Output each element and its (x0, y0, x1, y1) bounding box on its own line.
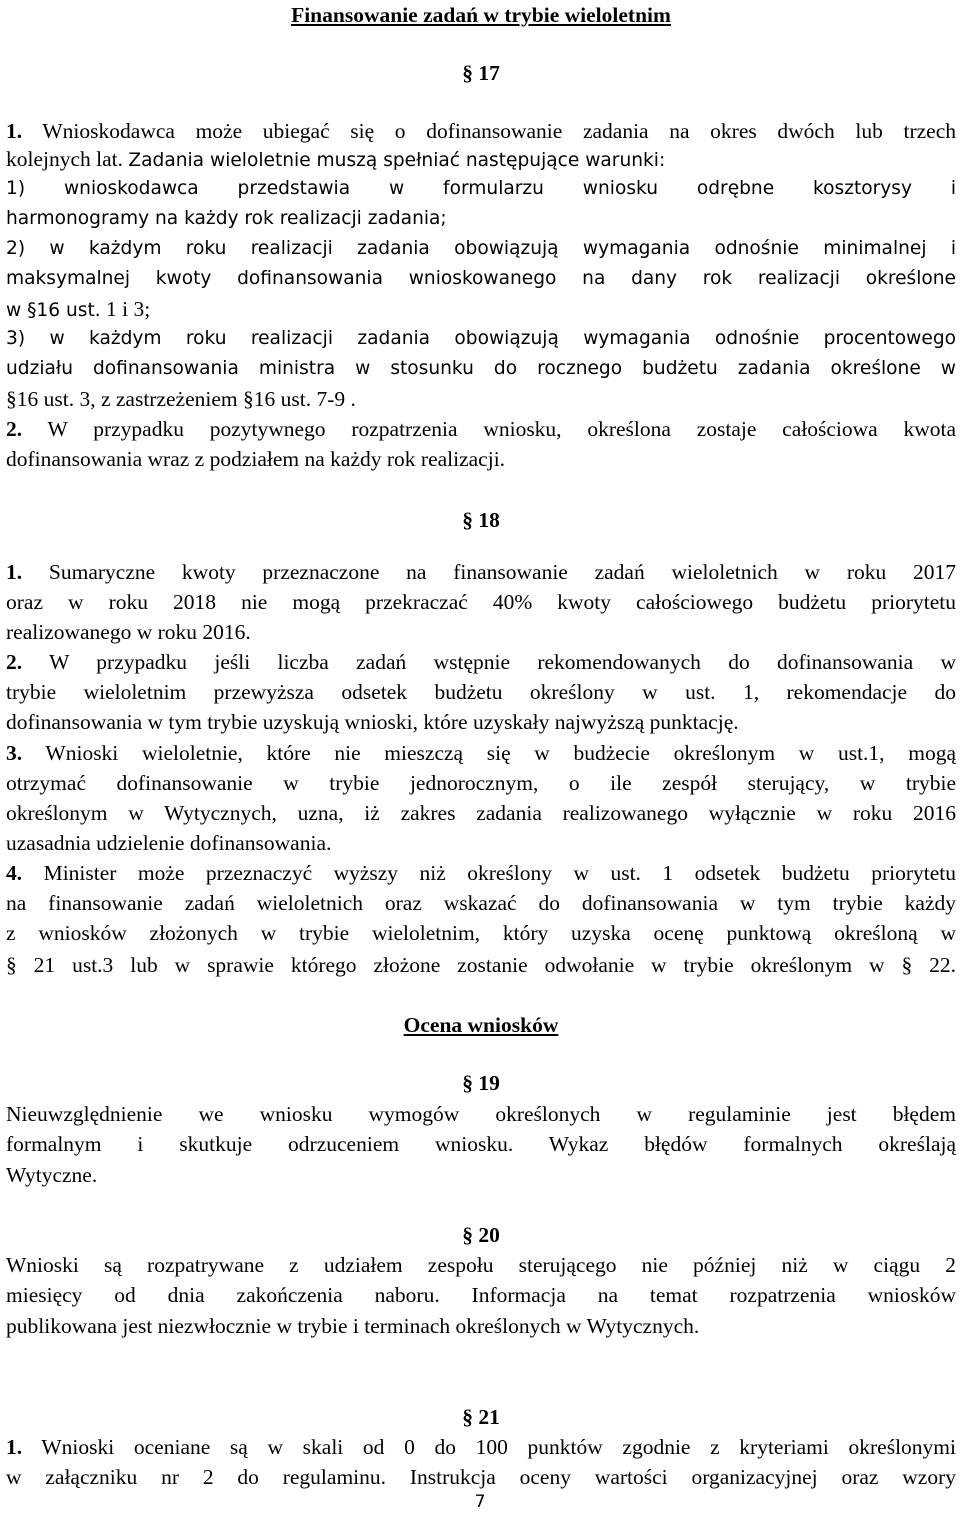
text-run: Sumaryczne kwoty przeznaczone na finansowanie zadań wieloletnich w roku 2017 (48, 560, 956, 584)
text-line: 2) w każdym roku realizacji zadania obowiązują wymagania odnośnie minimalnej i (6, 238, 956, 259)
text-line: maksymalnej kwoty dofinansowania wnioskowanego na dany rok realizacji określone (6, 268, 956, 289)
section-heading-evaluation: Ocena wniosków (403, 1013, 559, 1037)
section-heading-financing: Finansowanie zadań w trybie wieloletnim (291, 3, 671, 27)
text-line (6, 738, 956, 768)
text-line: 1) wnioskodawca przedstawia w formularzu wniosku odrębne kosztorysy i (6, 178, 956, 199)
item-number: 2. (6, 417, 23, 441)
text-line: określonym w Wytycznych, uzna, iż zakres zadania realizowanego wyłącznie w roku 2016 (6, 801, 956, 825)
paragraph-mark-19: § 19 (462, 1071, 500, 1095)
paragraph-number: 19 (478, 1071, 500, 1095)
text-line (6, 414, 956, 444)
text-line: Wnioski są rozpatrywane z udziałem zespołu sterującego nie później niż w ciągu 2 (6, 1253, 956, 1277)
item-number: 3. (6, 741, 23, 765)
paragraph-number: 17 (478, 61, 500, 85)
text-line: udziału dofinansowania ministra w stosunku do rocznego budżetu zadania określone w (6, 358, 956, 379)
item-number: 4. (6, 861, 23, 885)
text-run: Wnioski wieloletnie, które nie mieszczą się w budżecie określonym w ust.1, mogą (45, 741, 956, 765)
text-line: miesięcy od dnia zakończenia naboru. Informacja na temat rozpatrzenia wniosków (6, 1283, 956, 1307)
text-line: publikowana jest niezwłocznie w trybie i terminach określonych w Wytycznych. (6, 1314, 700, 1338)
text-line: realizowanego w roku 2016. (6, 620, 251, 644)
text-line: z wniosków złożonych w trybie wieloletnim, który uzyska ocenę punktową określoną w (6, 921, 956, 945)
text-line: formalnym i skutkuje odrzuceniem wniosku. Wykaz błędów formalnych określają (6, 1132, 956, 1156)
text-run: W przypadku jeśli liczba zadań wstępnie rekomendowanych do dofinansowania w (49, 650, 956, 674)
text-line: dofinansowania wraz z podziałem na każdy rok realizacji. (6, 447, 506, 471)
text-line (6, 1432, 956, 1462)
text-run: 1 i 3; (106, 297, 151, 321)
text-run: kolejnych lat. (6, 147, 124, 171)
paragraph-mark-17: § 17 (462, 61, 500, 85)
item-number: 2. (6, 650, 23, 674)
text-run: Wnioskodawca może ubiegać się o dofinansowanie zadania na okres dwóch lub trzech (42, 119, 956, 143)
text-line: uzasadnia udzielenie dofinansowania. (6, 831, 332, 855)
text-run: w §16 ust. (6, 300, 101, 321)
text-run: W przypadku pozytywnego rozpatrzenia wniosku, określona zostaje całościowa kwota (47, 417, 956, 441)
text-line (6, 116, 956, 146)
text-line: § 21 ust.3 lub w sprawie którego złożone zostanie odwołanie w trybie określonym w § 22. (6, 953, 956, 977)
text-run: Zadania wieloletnie muszą spełniać następujące warunki: (128, 150, 666, 171)
text-line (6, 858, 956, 888)
paragraph-mark-20: § 20 (462, 1223, 500, 1247)
text-line (6, 647, 956, 677)
text-run: Wnioski oceniane są w skali od 0 do 100 punktów zgodnie z kryteriami określonymi (41, 1435, 956, 1459)
text-line: Nieuwzględnienie we wniosku wymogów określonych w regulaminie jest błędem (6, 1102, 956, 1126)
text-line: Wytyczne. (6, 1163, 98, 1187)
page-number: 7 (474, 1492, 486, 1512)
text-run: Minister może przeznaczyć wyższy niż określony w ust. 1 odsetek budżetu priorytetu (43, 861, 957, 885)
item-number: 1. (6, 560, 23, 584)
paragraph-mark-18: § 18 (462, 508, 500, 532)
text-line: dofinansowania w tym trybie uzyskują wnioski, które uzyskały najwyższą punktację. (6, 710, 739, 734)
text-line (6, 557, 956, 587)
paragraph-number: 21 (478, 1405, 500, 1429)
text-line (6, 144, 956, 174)
text-line: §16 ust. 3, z zastrzeżeniem §16 ust. 7-9 . (6, 387, 356, 411)
paragraph-mark-21: § 21 (462, 1405, 500, 1429)
paragraph-number: 18 (478, 508, 500, 532)
text-line: na finansowanie zadań wieloletnich oraz wskazać do dofinansowania w tym trybie każdy (6, 891, 956, 915)
paragraph-number: 20 (478, 1223, 500, 1247)
text-line: otrzymać dofinansowanie w trybie jednorocznym, o ile zespół sterujący, w trybie (6, 771, 956, 795)
text-line: oraz w roku 2018 nie mogą przekraczać 40% kwoty całościowego budżetu priorytetu (6, 590, 956, 614)
text-line: w załączniku nr 2 do regulaminu. Instrukcja oceny wartości organizacyjnej oraz wzory (6, 1465, 956, 1489)
item-number: 1. (6, 119, 23, 143)
item-number: 1. (6, 1435, 23, 1459)
text-line: harmonogramy na każdy rok realizacji zadania; (6, 208, 447, 229)
text-line: 3) w każdym roku realizacji zadania obowiązują wymagania odnośnie procentowego (6, 328, 956, 349)
text-line (6, 294, 956, 324)
text-line: trybie wieloletnim przewyższa odsetek budżetu określony w ust. 1, rekomendacje do (6, 680, 956, 704)
